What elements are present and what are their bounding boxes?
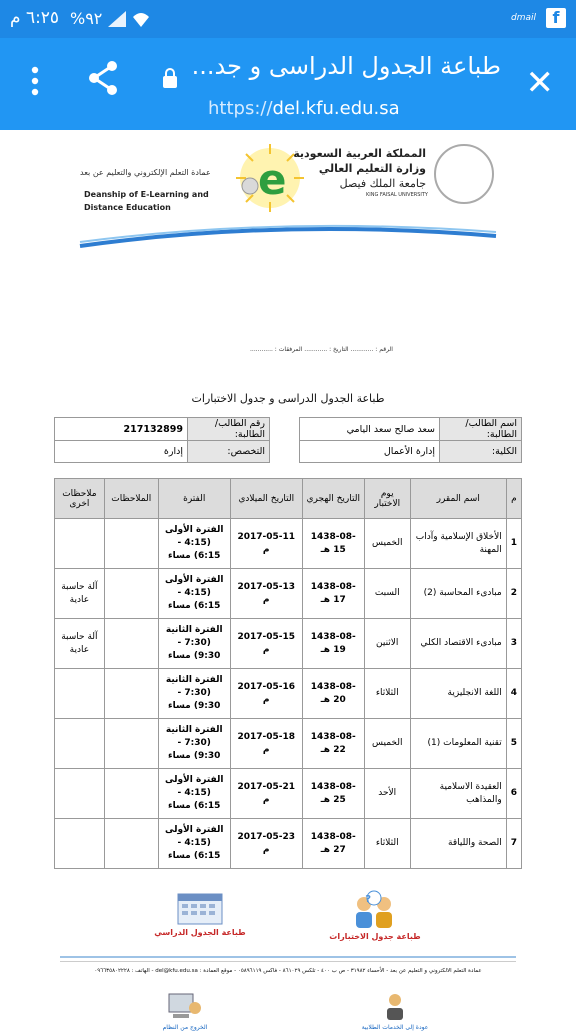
logout-link[interactable] bbox=[140, 992, 230, 1031]
url-text bbox=[208, 98, 400, 119]
logout-label: الخروج من النظام bbox=[162, 1024, 208, 1031]
exam-period: الفترة الأولى (4:15 - 6:15) مساء bbox=[158, 819, 230, 869]
document-title: طباعة الجدول الدراسى و جدول الاختبارات bbox=[191, 392, 385, 405]
facebook-icon: f bbox=[546, 8, 566, 28]
col-header-course: اسم المقرر bbox=[410, 479, 506, 519]
gregorian-date: 2017-05-16 م bbox=[230, 669, 302, 719]
e-learning-logo-icon bbox=[220, 142, 320, 222]
hijri-date: 1438-08-20 هـ bbox=[302, 669, 364, 719]
other-notes bbox=[55, 719, 105, 769]
course-name: الأخلاق الإسلامية وآداب المهنة bbox=[410, 519, 506, 569]
status-time: ٦:٢٥ م bbox=[10, 8, 60, 28]
footer-divider bbox=[60, 956, 516, 962]
course-name: العقيدة الاسلامية والمذاهب bbox=[410, 769, 506, 819]
col-header-day: يوم الاختبار bbox=[364, 479, 410, 519]
student-info-table bbox=[54, 417, 522, 463]
print-exams-label: طباعة جدول الاختبارات bbox=[329, 932, 421, 941]
hijri-date: 1438-08-25 هـ bbox=[302, 769, 364, 819]
row-number: 7 bbox=[506, 819, 521, 869]
gregorian-date: 2017-05-11 م bbox=[230, 519, 302, 569]
hijri-date: 1438-08-27 هـ bbox=[302, 819, 364, 869]
logout-computer-icon bbox=[167, 992, 203, 1022]
hijri-date: 1438-08-15 هـ bbox=[302, 519, 364, 569]
university-seal-icon bbox=[434, 144, 494, 204]
notes bbox=[104, 769, 158, 819]
svg-text:?: ? bbox=[365, 894, 371, 905]
row-number: 3 bbox=[506, 619, 521, 669]
exam-day: الثلاثاء bbox=[364, 669, 410, 719]
table-row bbox=[55, 569, 522, 619]
footer-contact: عمادة التعلم الالكتروني و التعليم عن بعد - الأحساء ٣١٩٨٢ - ص ب ٤٠٠ - تلكس ٨٦١٠٢٩ - فاكس ٠٥٨٩٦١١٩ - موقع العمادة : del@kfu.edu.sa - الهاتف : ٠٩٦٦٣٥٨٠٢٢٢٨ bbox=[94, 968, 482, 974]
exam-period: الفترة الثانية (7:30 - 9:30) مساء bbox=[158, 719, 230, 769]
row-number: 5 bbox=[506, 719, 521, 769]
info-gap bbox=[270, 418, 300, 463]
reference-line: الرقم : ............ التاريخ : ............ المرفقات : ............ bbox=[250, 346, 393, 353]
other-notes bbox=[55, 669, 105, 719]
letterhead bbox=[80, 142, 496, 242]
exam-day: السبت bbox=[364, 569, 410, 619]
status-bar bbox=[0, 0, 576, 38]
col-header-greg: التاريخ الميلادي bbox=[230, 479, 302, 519]
status-icons bbox=[70, 9, 150, 28]
page-content bbox=[0, 130, 576, 1031]
wifi-icon bbox=[132, 11, 150, 27]
col-header-hijri: التاريخ الهجري bbox=[302, 479, 364, 519]
student-college: إدارة الأعمال bbox=[300, 441, 440, 463]
signal-icon bbox=[108, 11, 126, 27]
col-header-notes: الملاحظات bbox=[104, 479, 158, 519]
other-notes bbox=[55, 819, 105, 869]
col-header-other: ملاحظات اخرى bbox=[55, 479, 105, 519]
schedule-body bbox=[55, 519, 522, 869]
header-swoosh bbox=[80, 218, 496, 248]
row-number: 6 bbox=[506, 769, 521, 819]
notes bbox=[104, 819, 158, 869]
table-row bbox=[55, 769, 522, 819]
exam-day: الخميس bbox=[364, 519, 410, 569]
close-icon[interactable]: ✕ bbox=[525, 63, 554, 103]
exam-period: الفترة الأولى (4:15 - 6:15) مساء bbox=[158, 769, 230, 819]
exam-day: الاثنين bbox=[364, 619, 410, 669]
name-label: اسم الطالب/الطالبة: bbox=[440, 418, 522, 441]
exam-period: الفترة الثانية (7:30 - 9:30) مساء bbox=[158, 669, 230, 719]
gregorian-date: 2017-05-21 م bbox=[230, 769, 302, 819]
row-number: 1 bbox=[506, 519, 521, 569]
other-notes: آلة حاسبة عادية bbox=[55, 619, 105, 669]
university-en-text: KING FAISAL UNIVERSITY bbox=[365, 192, 428, 198]
exam-period: الفترة الأولى (4:15 - 6:15) مساء bbox=[158, 519, 230, 569]
student-name: سعد صالح سعد اليامي bbox=[300, 418, 440, 441]
student-id: 217132899 bbox=[55, 418, 188, 441]
calendar-icon bbox=[175, 890, 225, 926]
course-name: اللغة الانجليزية bbox=[410, 669, 506, 719]
table-row bbox=[55, 519, 522, 569]
college-label: الكلية: bbox=[440, 441, 522, 463]
hijri-date: 1438-08-22 هـ bbox=[302, 719, 364, 769]
deanship-en-line1: Deanship of E-Learning and bbox=[84, 190, 209, 199]
exam-day: الخميس bbox=[364, 719, 410, 769]
id-label: رقم الطالب/الطالبة: bbox=[188, 418, 270, 441]
university-ar-text: جامعة الملك فيصل bbox=[339, 177, 426, 190]
notes bbox=[104, 519, 158, 569]
kingdom-text: المملكة العربية السعودية bbox=[293, 147, 426, 160]
other-notes bbox=[55, 519, 105, 569]
lock-icon bbox=[160, 66, 180, 90]
print-schedule-link[interactable] bbox=[150, 890, 250, 937]
gregorian-date: 2017-05-13 م bbox=[230, 569, 302, 619]
notes bbox=[104, 669, 158, 719]
course-name: تقنية المعلومات (1) bbox=[410, 719, 506, 769]
notes bbox=[104, 719, 158, 769]
exam-period: الفترة الثانية (7:30 - 9:30) مساء bbox=[158, 619, 230, 669]
course-name: الصحة واللياقة bbox=[410, 819, 506, 869]
deanship-en-line2: Distance Education bbox=[84, 203, 171, 212]
other-notes bbox=[55, 769, 105, 819]
dmail-icon: dmail bbox=[511, 13, 536, 23]
print-exams-link[interactable] bbox=[320, 890, 430, 941]
gregorian-date: 2017-05-23 م bbox=[230, 819, 302, 869]
exam-people-icon bbox=[348, 890, 402, 930]
share-icon[interactable] bbox=[88, 60, 120, 96]
col-header-period: الفترة bbox=[158, 479, 230, 519]
browser-appbar bbox=[0, 38, 576, 130]
svg-text:e: e bbox=[258, 155, 287, 204]
url-host: del.kfu.edu.sa bbox=[272, 98, 400, 119]
back-to-services-link[interactable] bbox=[345, 992, 445, 1031]
row-number: 4 bbox=[506, 669, 521, 719]
notes bbox=[104, 619, 158, 669]
ministry-text: وزارة التعليم العالي bbox=[318, 162, 426, 175]
back-label: عودة إلى الخدمات الطلابية bbox=[361, 1024, 429, 1031]
col-header-num: م bbox=[506, 479, 521, 519]
schedule-header-row bbox=[55, 479, 522, 519]
major-label: التخصص: bbox=[188, 441, 270, 463]
table-row bbox=[55, 669, 522, 719]
battery-text: %٩٢ bbox=[70, 9, 103, 28]
hijri-date: 1438-08-17 هـ bbox=[302, 569, 364, 619]
more-menu-icon[interactable] bbox=[30, 66, 40, 96]
course-name: مبادىء المحاسبة (2) bbox=[410, 569, 506, 619]
exam-day: الثلاثاء bbox=[364, 819, 410, 869]
exam-day: الأحد bbox=[364, 769, 410, 819]
url-scheme: https:// bbox=[208, 98, 273, 119]
table-row bbox=[55, 719, 522, 769]
gregorian-date: 2017-05-18 م bbox=[230, 719, 302, 769]
gregorian-date: 2017-05-15 م bbox=[230, 619, 302, 669]
print-links bbox=[0, 890, 576, 950]
page-title-bar: طباعة الجدول الدراسى و جد... bbox=[191, 52, 501, 80]
course-name: مبادىء الاقتصاد الكلي bbox=[410, 619, 506, 669]
student-services-icon bbox=[381, 992, 409, 1022]
print-schedule-label: طباعة الجدول الدراسي bbox=[154, 928, 246, 937]
table-row bbox=[55, 819, 522, 869]
row-number: 2 bbox=[506, 569, 521, 619]
student-major: إدارة bbox=[55, 441, 188, 463]
notes bbox=[104, 569, 158, 619]
hijri-date: 1438-08-19 هـ bbox=[302, 619, 364, 669]
exam-period: الفترة الأولى (4:15 - 6:15) مساء bbox=[158, 569, 230, 619]
exam-schedule-table bbox=[54, 478, 522, 869]
deanship-en-text bbox=[84, 188, 209, 214]
other-notes: آلة حاسبة عادية bbox=[55, 569, 105, 619]
table-row bbox=[55, 619, 522, 669]
deanship-ar-text: عمادة التعلم الإلكتروني والتعليم عن بعد bbox=[80, 168, 211, 177]
